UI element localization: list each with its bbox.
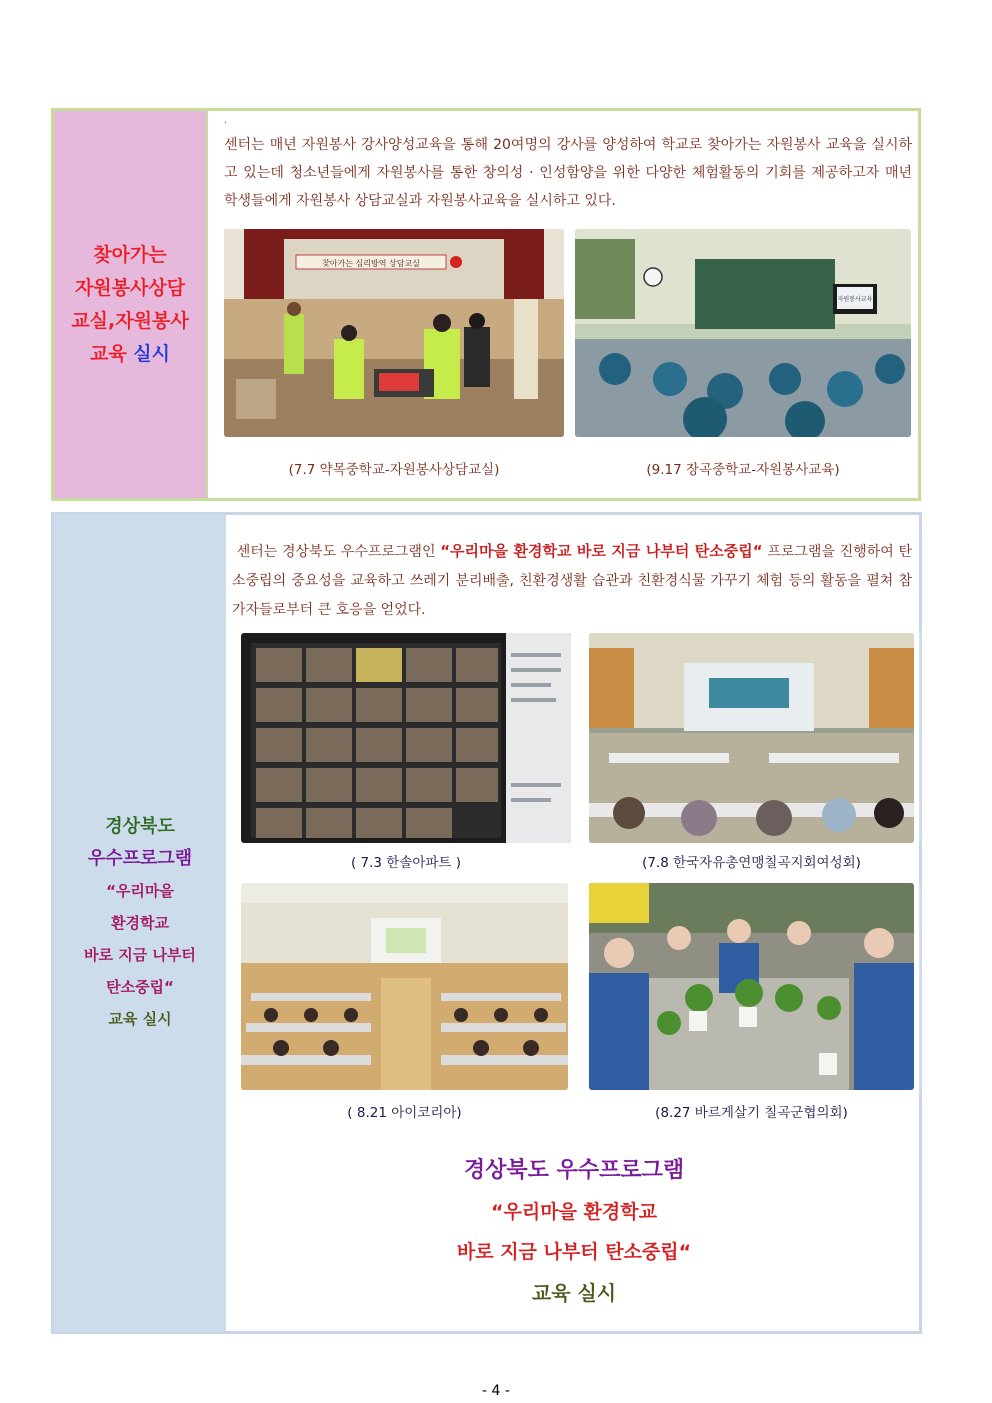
side-title-line: 교육 실시 bbox=[108, 1010, 172, 1028]
section1-paragraph: 센터는 매년 자원봉사 강사양성교육을 통해 20여명의 강사를 양성하여 학교로 찾아가는 자원봉사 교육을 실시하고 있는데 청소년들에게 자원봉사를 통한 창의성 · 인성함양을 위한 다양한 체험활동의 기회를 제공하고자 매년 학생들에게 자원봉사 상담교실과 자원봉사교육을 실시하고 있다. bbox=[224, 137, 912, 209]
photo-lecture-room bbox=[241, 883, 568, 1090]
photo-caption: ( 7.3 한솔아파트 ) bbox=[350, 855, 462, 871]
side-title-line: 탄소중립“ bbox=[106, 978, 174, 996]
side-title-line: 자원봉사상담 bbox=[74, 276, 186, 299]
photo-plant-workshop bbox=[589, 883, 914, 1090]
side-title-line: 바로 지금 나부터 bbox=[84, 946, 196, 964]
bottom-title-line1: 경상북도 우수프로그램 bbox=[463, 1158, 685, 1183]
gym-banner-text: 찾아가는 심리방역 상담교실 bbox=[322, 259, 420, 268]
section-volunteer-education bbox=[51, 108, 921, 501]
bottom-title-line4: 교육 실시 bbox=[531, 1281, 617, 1305]
side-title-line: “우리마을 bbox=[106, 882, 174, 900]
photo-online-meeting bbox=[241, 633, 571, 843]
photo-caption: (8.27 바르게살기 칠곡군협의회) bbox=[655, 1105, 848, 1121]
side-title-line: 찾아가는 bbox=[93, 243, 167, 266]
photo-caption: (7.8 한국자유총연맹칠곡지회여성회) bbox=[642, 855, 861, 871]
side-title-line: 경상북도 bbox=[105, 816, 175, 837]
side-title-line: 우수프로그램 bbox=[87, 848, 193, 869]
photo-caption: (7.7 약목중학교-자원봉사상담교실) bbox=[288, 462, 500, 478]
bottom-title-line3: 바로 지금 나부터 탄소중립“ bbox=[456, 1241, 692, 1263]
photo-classroom-education bbox=[575, 229, 911, 437]
side-title-line: 교실,자원봉사 bbox=[71, 309, 189, 332]
section1-side-title bbox=[54, 111, 208, 498]
section2-paragraph: 센터는 경상북도 우수프로그램인 “우리마을 환경학교 바로 지금 나부터 탄소중립“ 프로그램을 진행하여 탄소중립의 중요성을 교육하고 쓰레기 분리배출, 친환경생활 습관과 친환경식물 가꾸기 체험 등의 활동을 펼쳐 참가자들로부터 큰 호응을 얻었다. bbox=[232, 542, 913, 618]
page-number: - 4 - bbox=[482, 1383, 510, 1399]
section2-side-title bbox=[54, 515, 226, 1331]
side-title-line: 교육 실시 bbox=[89, 342, 171, 365]
photo-meeting-hall bbox=[589, 633, 914, 843]
section-environment-school bbox=[51, 512, 922, 1334]
photo-caption: ( 8.21 아이코리아) bbox=[347, 1105, 462, 1121]
photo-gym-counseling bbox=[224, 229, 564, 437]
side-title-line: 환경학교 bbox=[111, 914, 169, 932]
program-name-highlight: “우리마을 환경학교 바로 지금 나부터 탄소중립“ bbox=[440, 542, 763, 560]
classroom-screen-text: 자원봉사교육 bbox=[837, 296, 873, 303]
bullet-dot: . bbox=[224, 115, 228, 126]
photo-caption: (9.17 장곡중학교-자원봉사교육) bbox=[646, 462, 840, 478]
bottom-title-line2: “우리마을 환경학교 bbox=[491, 1201, 657, 1223]
